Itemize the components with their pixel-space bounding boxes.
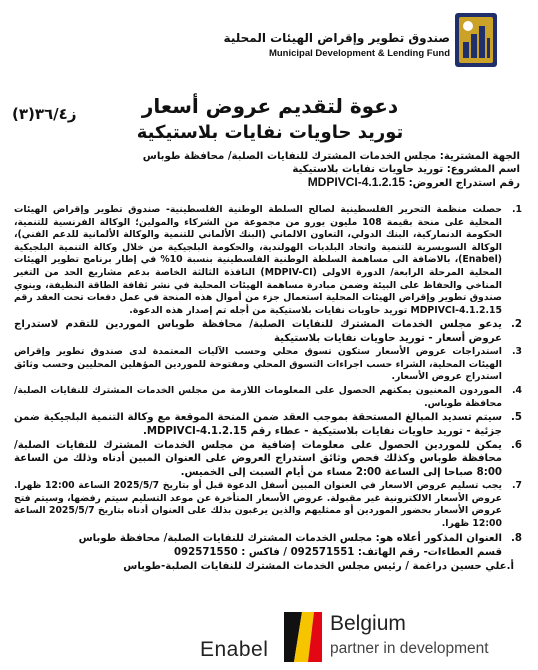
belgium-flag-icon bbox=[280, 608, 326, 666]
reference-code: ز٣٦/٤(٣) bbox=[12, 105, 77, 123]
item-text: سيتم تسديد المبالغ المستحقة بموجب العقد ضمن المنحة الموقعة مع وكالة التنمية البلجيكية ضمن جزئية - توريد حاويات نفايات بلاستيكية - عطاء رقم MDPIVCI-4.1.2.15. bbox=[14, 412, 502, 437]
item-text: العنوان المذكور أعلاه هو: مجلس الخدمات المشترك للنفايات الصلبة/ محافظة طوباس bbox=[78, 532, 502, 544]
purchaser-line: الجهة المشترية: مجلس الخدمات المشترك للنفايات الصلبة/ محافظة طوباس bbox=[142, 151, 520, 162]
item-number: 7. bbox=[511, 480, 522, 492]
enabel-logo-text: Enabel bbox=[200, 638, 269, 661]
contact-text: قسم العطاءات- رقم الهاتف: 092571551 / فاكس : 092571550 bbox=[173, 546, 502, 558]
item-number: 2. bbox=[511, 319, 522, 331]
rfq-number: MDPIVCI-4.1.2.15 bbox=[307, 175, 406, 189]
items-list bbox=[14, 204, 522, 575]
item-text: يمكن للموردين الحصول على معلومات إضافية من مجلس الخدمات المشترك للنفايات الصلبة/ محافظة طوباس وكذلك فحص وثائق استدراج العروض على العنوان المبين أدناه وذلك من الساعة 8:00 صباحا إلى الساعة 2:00 مساء من أيام السبت إلى الخميس. bbox=[14, 439, 502, 478]
contact-line bbox=[14, 546, 522, 559]
item-text: استدراجات عروض الأسعار ستكون تسوق محلي وحسب الآليات المعتمدة لدى صندوق تطوير وإقراض الهيئات المحلية، الشراء حسب اجراءات التسوق المحلي ومفتوحة للموردين المؤهلين المحليين وحسب وثائق استدراج عروض الأسعار. bbox=[14, 346, 502, 383]
list-item bbox=[14, 318, 522, 345]
signature-line bbox=[14, 560, 522, 573]
org-name-block bbox=[220, 30, 450, 62]
list-item bbox=[14, 204, 522, 317]
list-item bbox=[14, 385, 522, 410]
list-item bbox=[14, 439, 522, 479]
header bbox=[0, 0, 538, 90]
org-name-english: Municipal Development & Lending Fund bbox=[268, 48, 450, 59]
list-item bbox=[14, 480, 522, 530]
item-text: يدعو مجلس الخدمات المشترك للنفايات الصلبة/ محافظة طوباس الموردين للتقدم لاستدراج عروض أسعار - توريد حاويات نفايات بلاستيكية bbox=[14, 319, 502, 344]
item-text: يجب تسليم عروض الاسعار في العنوان المبين أسفل الدعوة قبل أو بتاريخ 2025/5/7 الساعة 12:00 ظهرا. عروض الأسعار الالكترونية غير مقبولة. عروض الأسعار المتأخرة عن موعد التسليم سيتم رفضها، وسيتم فتح عروض الأسعار بحضور الموردين أو ممثليهم والذين يرغبون بذلك على العنوان أدناه بتاريخ 2025/5/7 الساعة 12:00 ظهرا. bbox=[14, 480, 503, 529]
item-number: 6. bbox=[511, 439, 522, 451]
rfq-label: رقم استدراج العروض: bbox=[405, 178, 520, 189]
item-number: 3. bbox=[511, 346, 522, 358]
item-text: حصلت منظمة التحرير الفلسطينية لصالح السلطة الوطنية الفلسطينية- صندوق تطوير وإقراض الهيئات المحلية على منحة بقيمة 108 مليون يورو من مجموعة من الشركاء والمولين؛ الوكالة الفرنسية للتنمية، الحكومة الدنماركية، البنك الدولي، التعاون الالماني (البنك الألماني للتنمية والوكالة الألمانية للدعم الفني)، الوكالة السويسرية للتنمية واتحاد البلديات الهولندية، والحكومة البلجيكية من خلال وكالة التنمية البلجيكية (Enabel)، بالاضافة الى مساهمة السلطة الوطنية الفلسطينية بنسبة 10% في إطار برنامج تطوير الهيئات المحلية المرحلة الرابعة/ الدورة الاولى (MDPIV-CI) النافذة الثالثة الخاصة بدعم مشاريع الحد من التغير المناخي والحفاظ على البيئة وضمن مبادرة مساهمة الهيئات المحلية في نشر ثقافة الطاقة النظيفة، وينوي صندوق تطوير وإقراض الهيئات المحلية استعمال جزء من أموال هذه المنحة في عمل دفعات تحت العقد رقم MDPIVCI-4.1.2.15 توريد حاويات نفايات بلاستيكية من أجله تم إصدار هذه الدعوة. bbox=[14, 204, 502, 316]
footer-logos bbox=[0, 598, 538, 670]
item-number: 8. bbox=[511, 532, 522, 544]
item-text: الموردون المعنيون يمكنهم الحصول على المعلومات اللازمة من مجلس الخدمات المشترك للنفايات الصلبة/ محافظة طوباس. bbox=[14, 384, 502, 409]
info-block bbox=[20, 150, 520, 190]
item-number: 4. bbox=[511, 384, 522, 396]
mdlf-logo-icon bbox=[454, 12, 498, 68]
partner-tagline: partner in development bbox=[330, 640, 489, 657]
rfq-line bbox=[20, 176, 520, 190]
list-item bbox=[14, 411, 522, 438]
page-title: دعوة لتقديم عروض أسعار bbox=[141, 94, 399, 118]
item-number: 1. bbox=[511, 204, 522, 215]
project-name-line: اسم المشروع: توريد حاويات نفايات بلاستيكية bbox=[292, 164, 520, 175]
list-item bbox=[14, 532, 522, 545]
item-number: 5. bbox=[511, 412, 522, 424]
title-block bbox=[120, 92, 420, 146]
belgium-logo-text: Belgium bbox=[330, 612, 406, 635]
signature-text: أ.علي حسين دراغمة / رئيس مجلس الخدمات المشترك للنفايات الصلبة-طوباس bbox=[123, 561, 514, 573]
page-subtitle: توريد حاويات نفايات بلاستيكية bbox=[136, 122, 404, 143]
list-item bbox=[14, 346, 522, 384]
org-name-arabic: صندوق تطوير وإقراض الهيئات المحلية bbox=[223, 31, 450, 45]
